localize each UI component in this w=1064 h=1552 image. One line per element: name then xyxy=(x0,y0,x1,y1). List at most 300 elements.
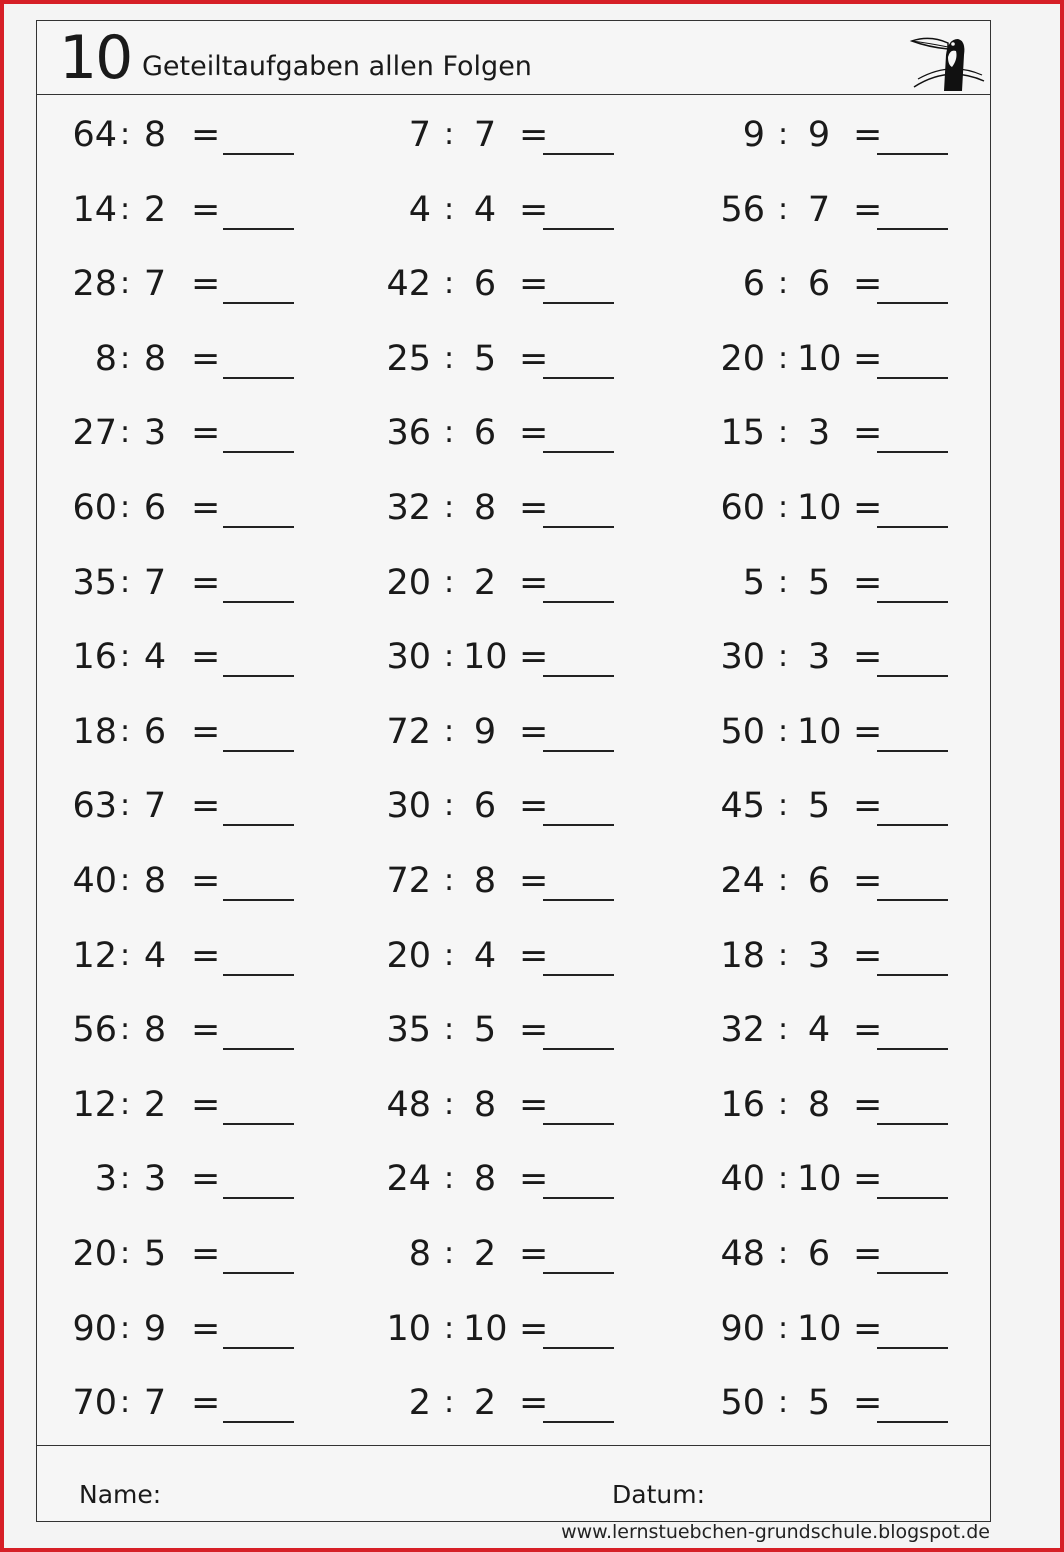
division-sign: : xyxy=(119,564,131,600)
answer-blank[interactable] xyxy=(223,302,294,304)
equals-sign: = xyxy=(519,562,549,603)
division-task xyxy=(377,339,637,379)
division-sign: : xyxy=(777,713,789,749)
answer-blank[interactable] xyxy=(877,1347,948,1349)
equals-sign: = xyxy=(853,1084,883,1125)
dividend: 4 xyxy=(408,189,431,230)
division-task xyxy=(377,1085,637,1125)
equals-sign: = xyxy=(519,935,549,976)
answer-blank[interactable] xyxy=(543,228,614,230)
division-sign: : xyxy=(119,937,131,973)
equals-sign: = xyxy=(519,1084,549,1125)
dividend: 30 xyxy=(386,637,431,678)
dividend: 16 xyxy=(720,1084,765,1125)
dividend: 6 xyxy=(742,264,765,305)
division-task xyxy=(377,1159,637,1199)
division-task xyxy=(377,563,637,603)
dividend: 20 xyxy=(720,338,765,379)
answer-blank[interactable] xyxy=(877,601,948,603)
dividend: 16 xyxy=(72,637,117,678)
divisor: 9 xyxy=(473,711,497,752)
division-sign: : xyxy=(777,1236,789,1271)
equals-sign: = xyxy=(519,1234,549,1274)
equals-sign: = xyxy=(853,562,883,603)
division-sign: : xyxy=(119,713,131,749)
answer-blank[interactable] xyxy=(877,974,948,976)
answer-blank[interactable] xyxy=(543,377,614,379)
equals-sign: = xyxy=(853,1159,883,1200)
answer-blank[interactable] xyxy=(543,1197,614,1199)
divisor: 10 xyxy=(797,488,842,528)
answer-blank[interactable] xyxy=(223,750,294,752)
division-sign: : xyxy=(443,564,455,600)
equals-sign: = xyxy=(519,1308,549,1349)
answer-blank[interactable] xyxy=(223,1197,294,1199)
dividend: 35 xyxy=(72,562,117,603)
division-sign: : xyxy=(777,340,789,376)
division-task xyxy=(377,1383,637,1423)
dividend: 15 xyxy=(720,413,765,454)
divisor: 5 xyxy=(807,562,831,603)
answer-blank[interactable] xyxy=(543,526,614,528)
dividend: 12 xyxy=(72,935,117,976)
division-task xyxy=(63,786,323,826)
answer-blank[interactable] xyxy=(543,601,614,603)
divisor: 6 xyxy=(143,488,167,528)
dividend: 30 xyxy=(386,786,431,827)
equals-sign: = xyxy=(519,786,549,827)
divisor: 4 xyxy=(473,935,497,976)
equals-sign: = xyxy=(853,488,883,528)
answer-blank[interactable] xyxy=(223,526,294,528)
answer-blank[interactable] xyxy=(543,153,614,155)
division-sign: : xyxy=(777,1012,789,1048)
equals-sign: = xyxy=(191,861,221,901)
divisor: 10 xyxy=(797,711,842,752)
answer-blank[interactable] xyxy=(223,451,294,453)
divisor: 7 xyxy=(143,264,167,305)
division-task xyxy=(63,1159,323,1199)
answer-blank[interactable] xyxy=(543,824,614,826)
divisor: 8 xyxy=(473,488,497,528)
equals-sign: = xyxy=(853,1383,883,1424)
answer-blank[interactable] xyxy=(543,675,614,677)
division-sign: : xyxy=(777,788,789,824)
equals-sign: = xyxy=(191,562,221,603)
answer-blank[interactable] xyxy=(877,1123,948,1125)
answer-blank[interactable] xyxy=(543,1421,614,1423)
answer-blank[interactable] xyxy=(543,1123,614,1125)
division-task xyxy=(711,637,971,677)
equals-sign: = xyxy=(191,1010,221,1051)
division-sign: : xyxy=(777,117,789,152)
divisor: 5 xyxy=(807,1383,831,1424)
dividend: 20 xyxy=(386,562,431,603)
dividend: 14 xyxy=(72,189,117,230)
answer-blank[interactable] xyxy=(223,228,294,230)
divisor: 8 xyxy=(143,338,167,379)
division-task xyxy=(711,563,971,603)
division-sign: : xyxy=(119,266,131,302)
answer-blank[interactable] xyxy=(223,974,294,976)
dividend: 70 xyxy=(72,1383,117,1424)
division-sign: : xyxy=(119,117,131,152)
answer-blank[interactable] xyxy=(543,1272,614,1274)
dividend: 72 xyxy=(386,861,431,901)
division-sign: : xyxy=(777,266,789,302)
dividend: 40 xyxy=(72,861,117,901)
dividend: 3 xyxy=(94,1159,117,1200)
equals-sign: = xyxy=(519,115,549,155)
division-sign: : xyxy=(777,490,789,525)
division-task xyxy=(711,712,971,752)
division-task xyxy=(377,115,637,155)
equals-sign: = xyxy=(853,413,883,454)
equals-sign: = xyxy=(853,1010,883,1051)
divisor: 3 xyxy=(807,413,831,454)
equals-sign: = xyxy=(191,711,221,752)
division-sign: : xyxy=(119,1310,131,1346)
answer-blank[interactable] xyxy=(223,1048,294,1050)
division-task xyxy=(711,488,971,528)
divisor: 4 xyxy=(807,1010,831,1051)
divisor: 10 xyxy=(797,1159,842,1200)
division-sign: : xyxy=(777,1385,789,1421)
answer-blank[interactable] xyxy=(877,1048,948,1050)
division-task xyxy=(711,1159,971,1199)
divisor: 2 xyxy=(143,189,167,230)
division-sign: : xyxy=(443,788,455,824)
dividend: 8 xyxy=(94,338,117,379)
division-task xyxy=(63,190,323,230)
divisor: 7 xyxy=(473,115,497,155)
division-task xyxy=(63,1234,323,1274)
divisor: 2 xyxy=(473,1234,497,1274)
name-label: Name: xyxy=(79,1480,162,1509)
divisor: 5 xyxy=(807,786,831,827)
answer-blank[interactable] xyxy=(543,974,614,976)
divisor: 4 xyxy=(473,189,497,230)
divisor: 3 xyxy=(143,1159,167,1200)
division-sign: : xyxy=(443,1310,455,1346)
answer-blank[interactable] xyxy=(223,601,294,603)
equals-sign: = xyxy=(191,488,221,528)
dividend: 48 xyxy=(386,1084,431,1125)
divisor: 6 xyxy=(807,264,831,305)
division-sign: : xyxy=(119,191,131,227)
equals-sign: = xyxy=(191,115,221,155)
dividend: 12 xyxy=(72,1084,117,1125)
division-sign: : xyxy=(777,415,789,451)
divisor: 4 xyxy=(143,935,167,976)
division-sign: : xyxy=(443,490,455,525)
division-sign: : xyxy=(119,863,131,898)
dividend: 60 xyxy=(72,488,117,528)
equals-sign: = xyxy=(853,786,883,827)
dividend: 90 xyxy=(720,1308,765,1349)
dividend: 24 xyxy=(720,861,765,901)
divisor: 9 xyxy=(143,1308,167,1349)
dividend: 64 xyxy=(72,115,117,155)
equals-sign: = xyxy=(519,338,549,379)
dividend: 20 xyxy=(386,935,431,976)
dividend: 18 xyxy=(720,935,765,976)
division-sign: : xyxy=(119,788,131,824)
equals-sign: = xyxy=(853,637,883,678)
division-task xyxy=(377,936,637,976)
division-task xyxy=(711,413,971,453)
equals-sign: = xyxy=(853,1234,883,1274)
answer-blank[interactable] xyxy=(877,675,948,677)
division-sign: : xyxy=(777,863,789,898)
dividend: 30 xyxy=(720,637,765,678)
division-sign: : xyxy=(777,564,789,600)
division-task xyxy=(711,861,971,901)
answer-blank[interactable] xyxy=(223,1123,294,1125)
dividend: 27 xyxy=(72,413,117,454)
division-task xyxy=(63,413,323,453)
answer-blank[interactable] xyxy=(543,1347,614,1349)
division-sign: : xyxy=(119,1012,131,1048)
answer-blank[interactable] xyxy=(877,750,948,752)
dividend: 7 xyxy=(408,115,431,155)
dividend: 42 xyxy=(386,264,431,305)
answer-blank[interactable] xyxy=(223,1272,294,1274)
equals-sign: = xyxy=(191,1084,221,1125)
divisor: 8 xyxy=(473,861,497,901)
equals-sign: = xyxy=(191,189,221,230)
answer-blank[interactable] xyxy=(223,1421,294,1423)
divisor: 8 xyxy=(473,1084,497,1125)
dividend: 50 xyxy=(720,711,765,752)
division-task xyxy=(63,488,323,528)
division-task xyxy=(711,339,971,379)
division-sign: : xyxy=(119,1086,131,1122)
equals-sign: = xyxy=(519,1159,549,1200)
equals-sign: = xyxy=(191,935,221,976)
website-url: www.lernstuebchen-grundschule.blogspot.de xyxy=(561,1521,990,1543)
equals-sign: = xyxy=(853,935,883,976)
equals-sign: = xyxy=(853,264,883,305)
divisor: 8 xyxy=(143,861,167,901)
dividend: 56 xyxy=(720,189,765,230)
equals-sign: = xyxy=(519,264,549,305)
equals-sign: = xyxy=(191,1383,221,1424)
dividend: 56 xyxy=(72,1010,117,1051)
division-task xyxy=(711,264,971,304)
divisor: 6 xyxy=(473,264,497,305)
divisor: 7 xyxy=(143,562,167,603)
division-sign: : xyxy=(777,937,789,973)
worksheet-footer xyxy=(37,1445,990,1521)
divisor: 2 xyxy=(143,1084,167,1125)
sheet-number: 10 xyxy=(59,23,132,93)
answer-blank[interactable] xyxy=(543,899,614,901)
division-task xyxy=(711,1234,971,1274)
equals-sign: = xyxy=(853,861,883,901)
dividend: 60 xyxy=(720,488,765,528)
equals-sign: = xyxy=(853,338,883,379)
division-task xyxy=(711,115,971,155)
task-grid xyxy=(37,95,990,1447)
answer-blank[interactable] xyxy=(877,228,948,230)
divisor: 10 xyxy=(463,1308,508,1349)
answer-blank[interactable] xyxy=(877,1421,948,1423)
dividend: 25 xyxy=(386,338,431,379)
equals-sign: = xyxy=(853,115,883,155)
divisor: 10 xyxy=(797,338,842,379)
worksheet xyxy=(36,20,991,1522)
division-sign: : xyxy=(119,639,131,675)
division-task xyxy=(711,786,971,826)
equals-sign: = xyxy=(191,338,221,379)
division-task xyxy=(63,1085,323,1125)
dividend: 72 xyxy=(386,711,431,752)
divisor: 7 xyxy=(143,1383,167,1424)
division-sign: : xyxy=(777,1310,789,1346)
answer-blank[interactable] xyxy=(877,302,948,304)
divisor: 7 xyxy=(807,189,831,230)
division-task xyxy=(711,936,971,976)
equals-sign: = xyxy=(519,488,549,528)
divisor: 6 xyxy=(473,786,497,827)
dividend: 90 xyxy=(72,1308,117,1349)
answer-blank[interactable] xyxy=(877,153,948,155)
dividend: 8 xyxy=(408,1234,431,1274)
division-task xyxy=(377,1010,637,1050)
division-sign: : xyxy=(443,415,455,451)
division-sign: : xyxy=(443,937,455,973)
answer-blank[interactable] xyxy=(877,1272,948,1274)
division-task xyxy=(63,712,323,752)
equals-sign: = xyxy=(191,1308,221,1349)
division-task xyxy=(63,563,323,603)
equals-sign: = xyxy=(519,1383,549,1424)
division-task xyxy=(711,1309,971,1349)
division-task xyxy=(377,786,637,826)
equals-sign: = xyxy=(519,861,549,901)
division-task xyxy=(377,1309,637,1349)
dividend: 2 xyxy=(408,1383,431,1424)
dividend: 9 xyxy=(742,115,765,155)
divisor: 7 xyxy=(143,786,167,827)
division-sign: : xyxy=(119,340,131,376)
division-sign: : xyxy=(443,1161,455,1197)
divisor: 5 xyxy=(473,338,497,379)
division-task xyxy=(63,1383,323,1423)
answer-blank[interactable] xyxy=(223,899,294,901)
divisor: 2 xyxy=(473,562,497,603)
divisor: 6 xyxy=(807,861,831,901)
divisor: 5 xyxy=(143,1234,167,1274)
answer-blank[interactable] xyxy=(223,153,294,155)
division-task xyxy=(377,712,637,752)
dividend: 32 xyxy=(720,1010,765,1051)
divisor: 6 xyxy=(473,413,497,454)
answer-blank[interactable] xyxy=(543,1048,614,1050)
equals-sign: = xyxy=(519,1010,549,1051)
equals-sign: = xyxy=(853,189,883,230)
answer-blank[interactable] xyxy=(543,302,614,304)
divisor: 3 xyxy=(807,637,831,678)
division-task xyxy=(377,190,637,230)
division-sign: : xyxy=(443,863,455,898)
answer-blank[interactable] xyxy=(223,824,294,826)
divisor: 6 xyxy=(807,1234,831,1274)
division-sign: : xyxy=(777,191,789,227)
answer-blank[interactable] xyxy=(877,824,948,826)
division-task xyxy=(711,1085,971,1125)
dividend: 5 xyxy=(742,562,765,603)
answer-blank[interactable] xyxy=(877,377,948,379)
equals-sign: = xyxy=(853,1308,883,1349)
division-task xyxy=(711,1010,971,1050)
divisor: 9 xyxy=(807,115,831,155)
answer-blank[interactable] xyxy=(543,451,614,453)
division-task xyxy=(63,1309,323,1349)
division-sign: : xyxy=(443,1012,455,1048)
divisor: 6 xyxy=(143,711,167,752)
divisor: 8 xyxy=(143,1010,167,1051)
division-task xyxy=(63,264,323,304)
equals-sign: = xyxy=(519,189,549,230)
dividend: 40 xyxy=(720,1159,765,1200)
divisor: 10 xyxy=(463,637,508,678)
answer-blank[interactable] xyxy=(223,675,294,677)
division-sign: : xyxy=(777,1086,789,1122)
division-sign: : xyxy=(443,1236,455,1271)
equals-sign: = xyxy=(191,413,221,454)
equals-sign: = xyxy=(519,711,549,752)
equals-sign: = xyxy=(853,711,883,752)
division-sign: : xyxy=(119,1385,131,1421)
answer-blank[interactable] xyxy=(223,377,294,379)
division-sign: : xyxy=(119,415,131,451)
division-sign: : xyxy=(443,1385,455,1421)
equals-sign: = xyxy=(519,413,549,454)
equals-sign: = xyxy=(191,1234,221,1274)
dividend: 50 xyxy=(720,1383,765,1424)
equals-sign: = xyxy=(191,1159,221,1200)
divisor: 8 xyxy=(807,1084,831,1125)
division-sign: : xyxy=(119,1161,131,1197)
dividend: 32 xyxy=(386,488,431,528)
division-sign: : xyxy=(443,191,455,227)
division-sign: : xyxy=(443,639,455,675)
division-sign: : xyxy=(443,340,455,376)
division-task xyxy=(377,1234,637,1274)
division-task xyxy=(377,861,637,901)
divisor: 5 xyxy=(473,1010,497,1051)
answer-blank[interactable] xyxy=(877,526,948,528)
divisor: 8 xyxy=(473,1159,497,1200)
division-task xyxy=(63,637,323,677)
dividend: 63 xyxy=(72,786,117,827)
sheet-title: Geteiltaufgaben allen Folgen xyxy=(142,51,532,82)
dividend: 20 xyxy=(72,1234,117,1274)
answer-blank[interactable] xyxy=(877,899,948,901)
division-sign: : xyxy=(443,117,455,152)
equals-sign: = xyxy=(191,264,221,305)
dividend: 24 xyxy=(386,1159,431,1200)
dividend: 28 xyxy=(72,264,117,305)
divisor: 4 xyxy=(143,637,167,678)
answer-blank[interactable] xyxy=(223,1347,294,1349)
worksheet-header xyxy=(37,21,990,95)
answer-blank[interactable] xyxy=(877,451,948,453)
answer-blank[interactable] xyxy=(543,750,614,752)
answer-blank[interactable] xyxy=(877,1197,948,1199)
